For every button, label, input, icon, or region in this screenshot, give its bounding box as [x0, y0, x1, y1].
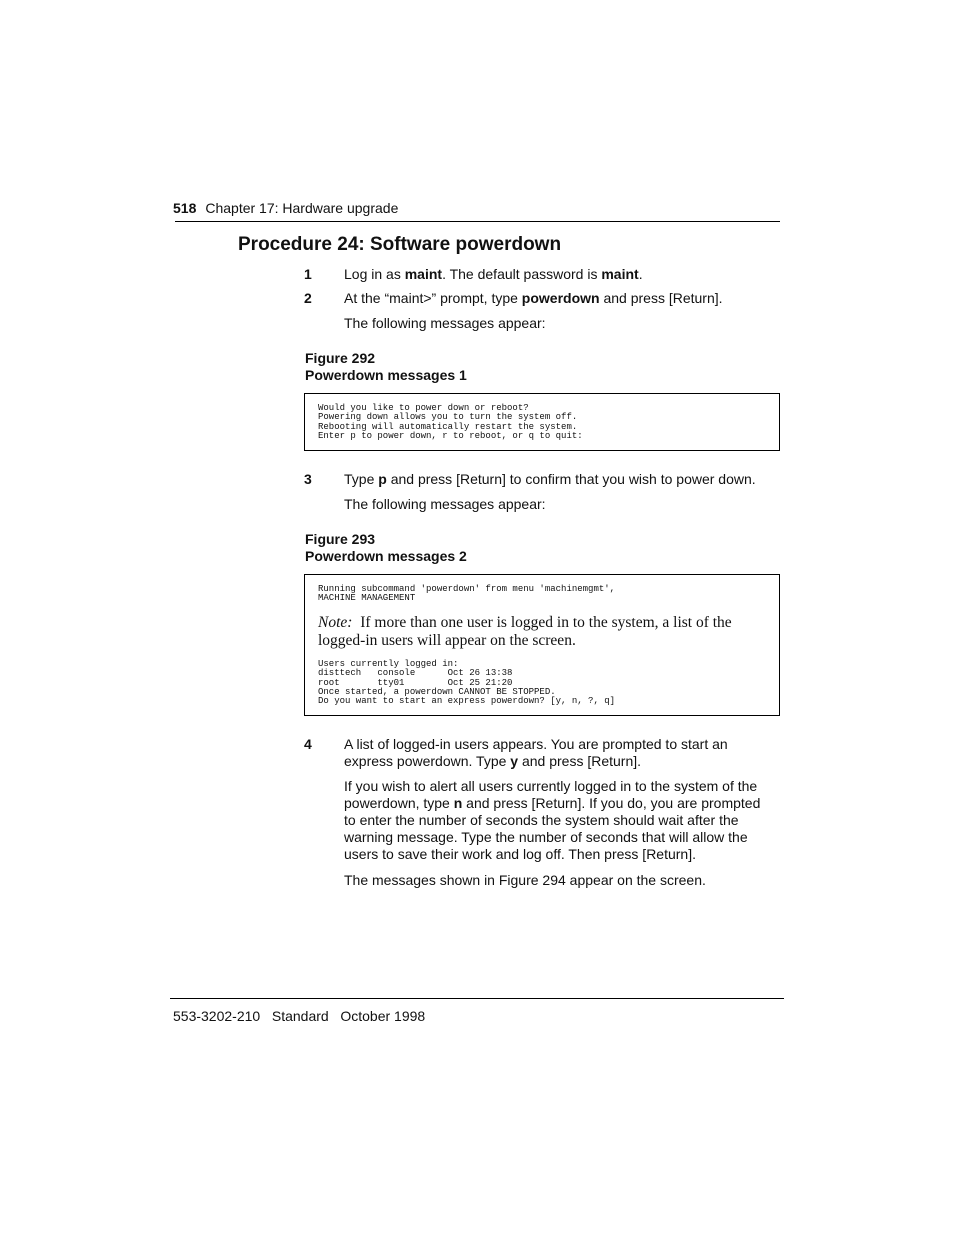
header-rule [175, 221, 780, 222]
doc-number: 553-3202-210 [173, 1008, 261, 1024]
terminal-output: Running subcommand 'powerdown' from menu 'machinemgmt', MACHINE MANAGEMENT [318, 584, 616, 604]
figure-label: Figure 293 [305, 531, 376, 547]
step-paragraph: The messages shown in Figure 294 appear on the screen. [344, 872, 706, 888]
figure-caption: Powerdown messages 1 [305, 367, 467, 383]
terminal-output: Would you like to power down or reboot? Powering down allows you to turn the system off. Rebooting will automatically restart the system. Enter p to power down, r to reboot, or q to quit: [318, 403, 583, 441]
figure-caption: Powerdown messages 2 [305, 548, 467, 564]
step-followup: The following messages appear: [344, 315, 546, 331]
footer [173, 1008, 425, 1024]
terminal-output-box [304, 574, 780, 716]
step-text: Log in as maint. The default password is maint. [344, 266, 643, 282]
step-text: A list of logged-in users appears. You are prompted to start an express powerdown. Type y and press [Return]. [344, 736, 728, 769]
running-header [173, 200, 398, 216]
terminal-output: Users currently logged in: disttech console Oct 26 13:38 root tty01 Oct 25 21:20 Once started, a powerdown CANNOT BE STOPPED. Do you want to start an express powerdown? [y, n, ?, q] [318, 659, 616, 707]
footer-rule [170, 998, 784, 999]
step-number: 4 [304, 736, 312, 752]
step-text: Type p and press [Return] to confirm that you wish to power down. [344, 471, 756, 487]
procedure-title: Procedure 24: Software powerdown [238, 234, 562, 255]
terminal-output-box [304, 393, 780, 451]
note-label: Note: [318, 614, 353, 631]
step-followup: The following messages appear: [344, 496, 546, 512]
note: Note: If more than one user is logged in to the system, a list of the logged-in users will appear on the screen. [318, 614, 732, 649]
doc-date: October 1998 [340, 1008, 426, 1024]
page-number: 518 [173, 200, 197, 216]
step-number: 3 [304, 471, 312, 487]
step-number: 1 [304, 266, 312, 282]
figure-label: Figure 292 [305, 350, 376, 366]
step-number: 2 [304, 290, 312, 306]
doc-status: Standard [271, 1008, 329, 1024]
chapter-title: Chapter 17: Hardware upgrade [205, 200, 399, 216]
step-text: At the “maint>” prompt, type powerdown and press [Return]. [344, 290, 723, 306]
step-paragraph: If you wish to alert all users currently logged in to the system of the powerdown, type n and press [Return]. If you do, you are prompted to enter the number of seconds the system should wait after the warning message. Type the number of seconds that will allow the users to save their work and log off. Then press [Return]. [344, 778, 761, 862]
